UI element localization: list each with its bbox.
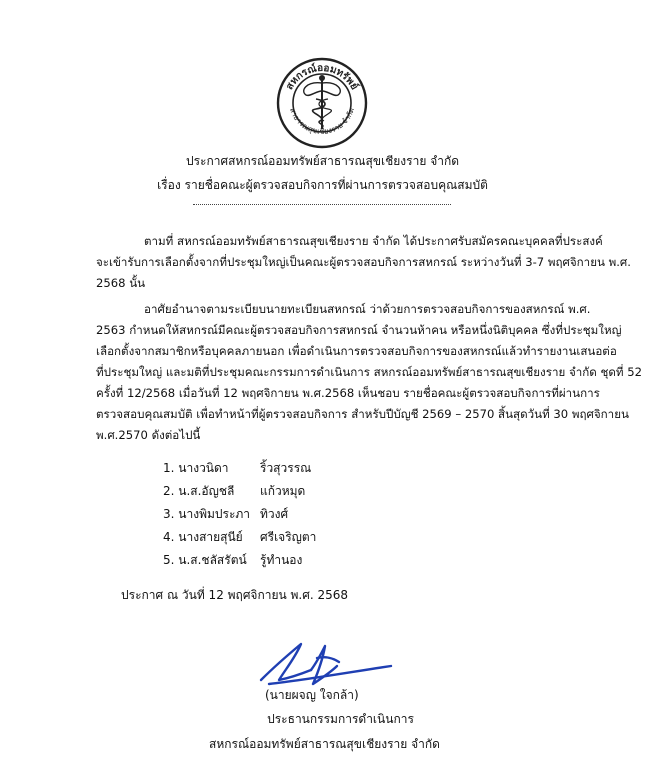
paragraph2-line: อาศัยอำนาจตามระเบียบนายทะเบียนสหกรณ์ ว่าด้วยการตรวจสอบกิจการของสหกรณ์ พ.ศ. [144,302,591,316]
list-item [163,457,316,480]
member-name: 3. นางพิมประภา [163,507,251,521]
member-surname: ทิวงศ์ [260,507,289,521]
member-surname: ศรีเจริญตา [260,530,317,544]
member-surname: รู้ทำนอง [260,553,303,567]
paragraph2-line: ที่ประชุมใหญ่ และมติที่ประชุมคณะกรรมการดำเนินการ สหกรณ์ออมทรัพย์สาธารณสุขเชียงราย จำกัด ชุดที่ 52 [96,365,642,379]
svg-text:สาธารณสุขเชียงราย จำกัด: สาธารณสุขเชียงราย จำกัด [287,106,357,136]
paragraph2-line: ครั้งที่ 12/2568 เมื่อวันที่ 12 พฤศจิกายน พ.ศ.2568 เห็นชอบ รายชื่อคณะผู้ตรวจสอบกิจการที่ผ่านการ [96,386,600,400]
signatory-name: (นายผจญ ใจกล้า) [265,688,359,702]
member-surname: ริ้วสุวรรณ [260,461,312,475]
paragraph1-line: 2568 นั้น [96,276,146,290]
paragraph2-line: เลือกตั้งจากสมาชิกหรือบุคคลภายนอก เพื่อดำเนินการตรวจสอบกิจการของสหกรณ์แล้วทำรายงานเสนอต่อ [96,344,617,358]
paragraph1-line: จะเข้ารับการเลือกตั้งจากที่ประชุมใหญ่เป็นคณะผู้ตรวจสอบกิจการสหกรณ์ ระหว่างวันที่ 3-7 พฤศจิกายน พ.ศ. [96,255,631,269]
svg-text:สหกรณ์ออมทรัพย์: สหกรณ์ออมทรัพย์ [284,62,360,92]
cooperative-seal-logo [276,57,368,149]
signatory-organization: สหกรณ์ออมทรัพย์สาธารณสุขเชียงราย จำกัด [209,737,440,751]
list-item [163,503,316,526]
list-item [163,526,316,549]
signatory-title: ประธานกรรมการดำเนินการ [267,712,414,726]
announcement-title: ประกาศสหกรณ์ออมทรัพย์สาธารณสุขเชียงราย จำกัด [185,154,460,168]
member-surname: แก้วหมุด [260,484,306,498]
member-name: 2. น.ส.อัญชลี [163,484,235,498]
list-item [163,480,316,503]
announcement-subject: เรื่อง รายชื่อคณะผู้ตรวจสอบกิจการที่ผ่านการตรวจสอบคุณสมบัติ [157,178,488,192]
member-list [163,457,316,572]
paragraph2-line: ตรวจสอบคุณสมบัติ เพื่อทำหน้าที่ผู้ตรวจสอบกิจการ สำหรับปีบัญชี 2569 – 2570 สิ้นสุดวันที่ 30 พฤศจิกายน [96,407,629,421]
paragraph2-line: พ.ศ.2570 ดังต่อไปนี้ [96,428,201,442]
member-name: 5. น.ส.ชลัสรัตน์ [163,553,247,567]
member-name: 1. นางวนิดา [163,461,229,475]
list-item [163,549,316,572]
paragraph1-line: ตามที่ สหกรณ์ออมทรัพย์สาธารณสุขเชียงราย จำกัด ได้ประกาศรับสมัครคณะบุคคลที่ประสงค์ [144,234,603,248]
paragraph2-line: 2563 กำหนดให้สหกรณ์มีคณะผู้ตรวจสอบกิจการสหกรณ์ จำนวนห้าคน หรือหนึ่งนิติบุคคล ซึ่งที่ประชุมใหญ่ [96,323,622,337]
dotted-divider [193,204,451,205]
announcement-date: ประกาศ ณ วันที่ 12 พฤศจิกายน พ.ศ. 2568 [121,588,349,602]
member-name: 4. นางสายสุนีย์ [163,530,243,544]
